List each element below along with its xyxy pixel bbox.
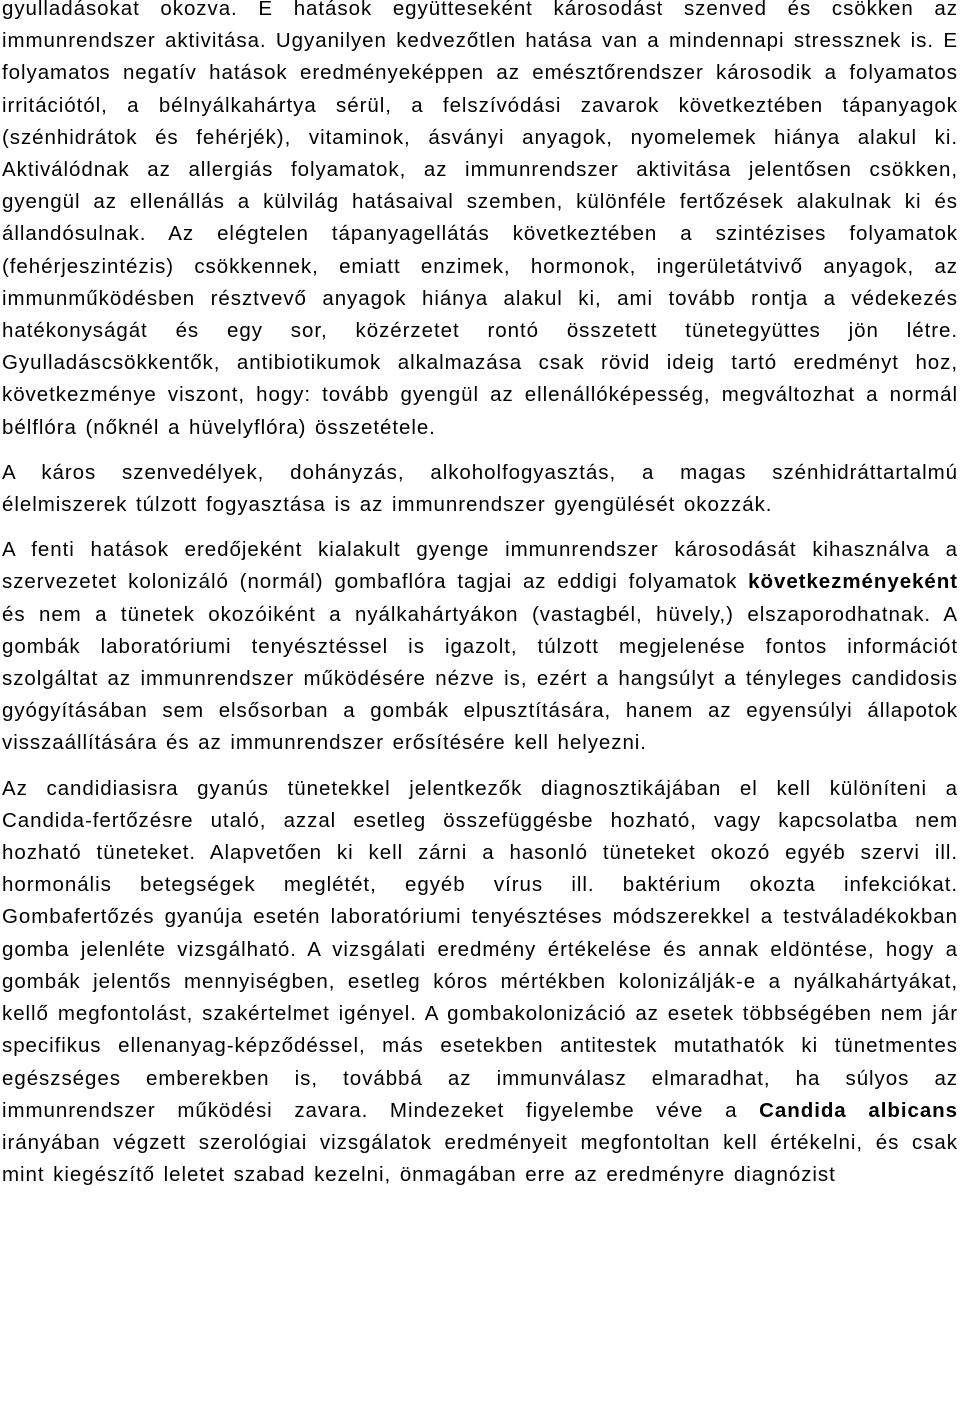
paragraph-text: A káros szenvedélyek, dohányzás, alkoholfogyasztás, a magas szénhidráttartalmú élelmiszerek túlzott fogyasztása is az immunrendszer gyengülését okozzák. bbox=[2, 460, 958, 517]
paragraph-immune-effects bbox=[2, 0, 958, 444]
paragraph-text: A fenti hatások eredőjeként kialakult gyenge immunrendszer károsodását kihasználva a szervezetet kolonizáló (normál) gombaflóra tagjai az eddigi folyamatok bbox=[2, 538, 958, 594]
paragraph-text: Az candidiasisra gyanús tünetekkel jelentkezők diagnosztikájában el kell különíteni a Candida-fertőzésre utaló, azzal esetleg összefüggésbe hozható, vagy kapcsolatba nem hozható tüneteket. Alapvetően ki kell zárni a hasonló tüneteket okozó egyéb szervi ill. hormonális betegségek meglétét, egyéb vírus ill. baktérium okozta infekciókat. Gombafertőzés gyanúja esetén laboratóriumi tenyésztéses módszerekkel a testváladékokban gomba jelenléte vizsgálható. A vizsgálati eredmény értékelése és annak eldöntése, hogy a gombák jelentős mennyiségben, esetleg kóros mértékben kolonizálják-e a nyálkahártyákat, kellő megfontolást, szakértelmet igényel. A gombakolonizáció az esetek többségében nem jár specifikus ellenanyag-képződéssel, más esetekben antitestek mutathatók ki tünetmentes egészséges emberekben is, továbbá az immunválasz elmaradhat, ha súlyos az immunrendszer működési zavara. Mindezeket figyelembe véve a bbox=[2, 776, 958, 1122]
paragraph-fungal-colonization bbox=[2, 534, 958, 759]
emphasis-consequence: következményeként bbox=[748, 570, 958, 594]
paragraph-text: gyulladásokat okozva. E hatások együtteseként károsodást szenved és csökken az immunrendszer aktivitása. Ugyanilyen kedvezőtlen hatása van a mindennapi stressznek is. E folyamatos negatív hatások eredményeképpen az emésztőrendszer károsodik a folyamatos irritációtól, a bélnyálkahártya sérül, a felszívódási zavarok következtében tápanyagok (szénhidrátok és fehérjék), vitaminok, ásványi anyagok, nyomelemek hiánya alakul ki. Aktiválódnak az allergiás folyamatok, az immunrendszer aktivitása jelentősen csökken, gyengül az ellenállás a külvilág hatásaival szemben, különféle fertőzések alakulnak ki és állandósulnak. Az elégtelen tápanyagellátás következtében a szintézises folyamatok (fehérjeszintézis) csökkennek, emiatt enzimek, hormonok, ingerületátvivő anyagok, az immunműködésben résztvevő anyagok hiánya alakul ki, ami tovább rontja a védekezés hatékonyságát és egy sor, közérzetet rontó összetett tünetegyüttes jön létre. Gyulladáscsökkentők, antibiotikumok alkalmazása csak rövid ideig tartó eredményt hoz, következménye viszont, hogy: tovább gyengül az ellenállóképesség, megváltozhat a normál bélflóra (nőknél a hüvelyflóra) összetétele. bbox=[2, 0, 958, 439]
paragraph-harmful-habits bbox=[2, 457, 958, 521]
emphasis-candida-albicans: Candida albicans bbox=[759, 1098, 958, 1122]
paragraph-diagnostics bbox=[2, 773, 958, 1192]
paragraph-text: és nem a tünetek okozóiként a nyálkahártyákon (vastagbél, hüvely,) elszaporodhatnak. A gombák laboratóriumi tenyésztéssel is igazolt, túlzott megjelenése fontos információt szolgáltat az immunrendszer működésére nézve is, ezért a hangsúlyt a tényleges candidosis gyógyításában sem elsősorban a gombák elpusztítására, hanem az egyensúlyi állapotok visszaállítására és az immunrendszer erősítésére kell helyezni. bbox=[2, 602, 958, 755]
paragraph-text: irányában végzett szerológiai vizsgálatok eredményeit megfontoltan kell értékelni, és csak mint kiegészítő leletet szabad kezelni, önmagában erre az eredményre diagnózist bbox=[2, 1130, 958, 1187]
document-page bbox=[2, 0, 958, 1204]
